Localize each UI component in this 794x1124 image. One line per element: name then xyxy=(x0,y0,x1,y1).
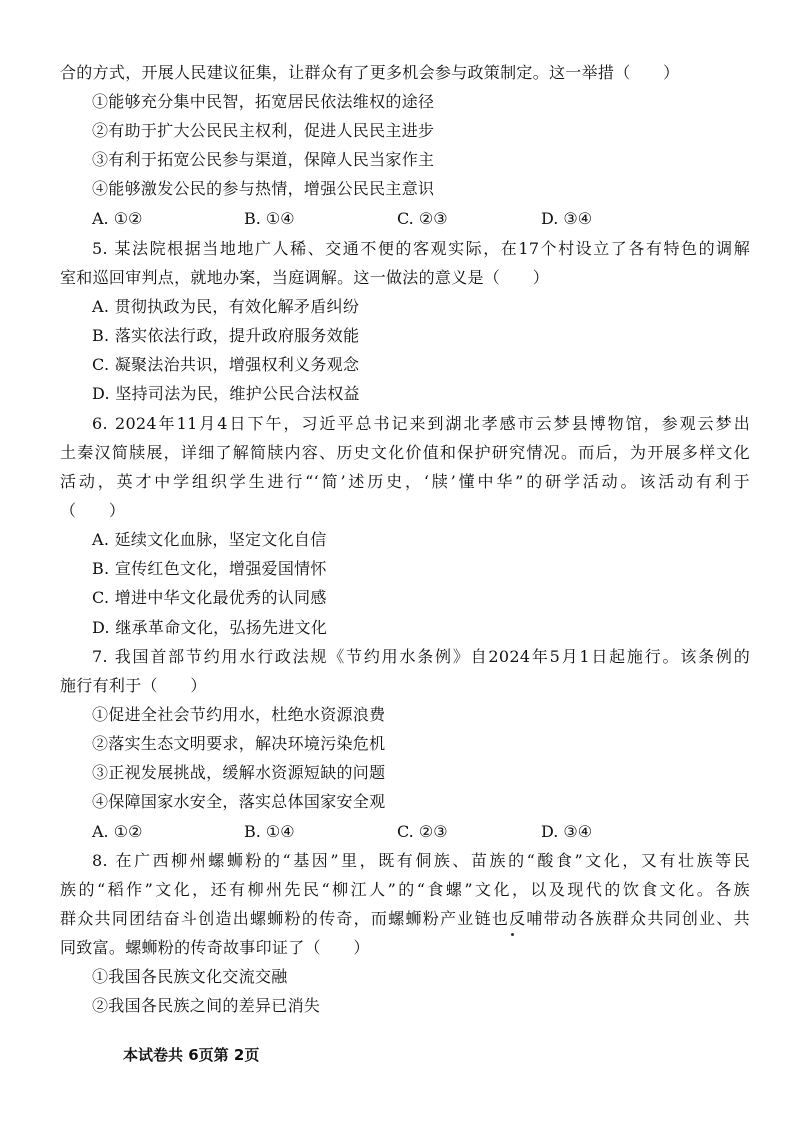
q6-stem-line-4: （ ） xyxy=(60,501,126,520)
q4-item-4: ④能够激发公民的参与热情，增强公民民主意识 xyxy=(92,179,435,198)
q8-stem-line-1: 8. 在广西柳州螺蛳粉的“基因”里，既有侗族、苗族的“酸食”文化，又有壮族等民 xyxy=(92,851,750,870)
q8-item-1: ①我国各民族文化交流交融 xyxy=(92,967,288,986)
q4-choice-c: C. ②③ xyxy=(397,209,448,228)
q4-item-2: ②有助于扩大公民民主权利，促进人民民主进步 xyxy=(92,121,435,140)
q4-item-3: ③有利于拓宽公民参与渠道，保障人民当家作主 xyxy=(92,150,435,169)
q5-stem-line-2: 室和巡回审判点，就地办案，当庭调解。这一做法的意义是（ ） xyxy=(60,268,550,287)
q8-stem-line-2: 族的“稻作”文化，还有柳州先民“柳江人”的“食螺”文化，以及现代的饮食文化。各族 xyxy=(60,880,750,899)
q4-stem-tail: 合的方式，开展人民建议征集，让群众有了更多机会参与政策制定。这一举措（ ） xyxy=(60,63,680,82)
q4-item-1: ①能够充分集中民智，拓宽居民依法维权的途径 xyxy=(92,92,435,111)
q6-option-a: A. 延续文化血脉，坚定文化自信 xyxy=(92,530,327,549)
q7-item-1: ①促进全社会节约用水，杜绝水资源浪费 xyxy=(92,705,386,724)
q6-option-d: D. 继承革命文化，弘扬先进文化 xyxy=(92,618,328,637)
q4-choice-d: D. ③④ xyxy=(541,209,593,228)
q7-choice-c: C. ②③ xyxy=(397,822,448,841)
q7-item-3: ③正视发展挑战，缓解水资源短缺的问题 xyxy=(92,763,386,782)
q7-choice-b: B. ①④ xyxy=(244,822,295,841)
q7-choice-d: D. ③④ xyxy=(541,822,593,841)
q7-choice-a: A. ①② xyxy=(92,822,143,841)
q5-stem-line-1: 5. 某法院根据当地地广人稀、交通不便的客观实际，在17个村设立了各有特色的调解 xyxy=(92,239,750,258)
q4-choice-a: A. ①② xyxy=(92,209,143,228)
q5-option-d: D. 坚持司法为民，维护公民合法权益 xyxy=(92,384,360,403)
q8-item-2: ②我国各民族之间的差异已消失 xyxy=(92,996,321,1015)
q6-stem-line-3: 活动，英才中学组织学生进行“‘简’述历史，‘牍’懂中华”的研学活动。该活动有利于 xyxy=(60,472,750,491)
stray-dot xyxy=(511,933,514,936)
q6-option-c: C. 增进中华文化最优秀的认同感 xyxy=(92,588,327,607)
q7-item-2: ②落实生态文明要求，解决环境污染危机 xyxy=(92,734,386,753)
q7-item-4: ④保障国家水安全，落实总体国家安全观 xyxy=(92,792,386,811)
q8-stem-line-4: 同致富。螺蛳粉的传奇故事印证了（ ） xyxy=(60,938,370,957)
q4-choice-b: B. ①④ xyxy=(244,209,295,228)
q7-stem-line-2: 施行有利于（ ） xyxy=(60,676,207,695)
q6-stem-line-1: 6. 2024年11月4日下午，习近平总书记来到湖北孝感市云梦县博物馆，参观云梦出 xyxy=(92,414,750,433)
q7-stem-line-1: 7. 我国首部节约用水行政法规《节约用水条例》自2024年5月1日起施行。该条例的 xyxy=(92,647,750,666)
q5-option-b: B. 落实依法行政，提升政府服务效能 xyxy=(92,326,360,345)
q6-stem-line-2: 土秦汉简牍展，详细了解简牍内容、历史文化价值和保护研究情况。而后，为开展多样文化 xyxy=(60,443,750,462)
q5-option-c: C. 凝聚法治共识，增强权利义务观念 xyxy=(92,355,360,374)
page-footer: 本试卷共 6页第 2页 xyxy=(123,1046,260,1064)
q5-option-a: A. 贯彻执政为民，有效化解矛盾纠纷 xyxy=(92,297,360,316)
q6-option-b: B. 宣传红色文化，增强爱国情怀 xyxy=(92,559,327,578)
q8-stem-line-3: 群众共同团结奋斗创造出螺蛳粉的传奇，而螺蛳粉产业链也反哺带动各族群众共同创业、共 xyxy=(60,909,750,928)
